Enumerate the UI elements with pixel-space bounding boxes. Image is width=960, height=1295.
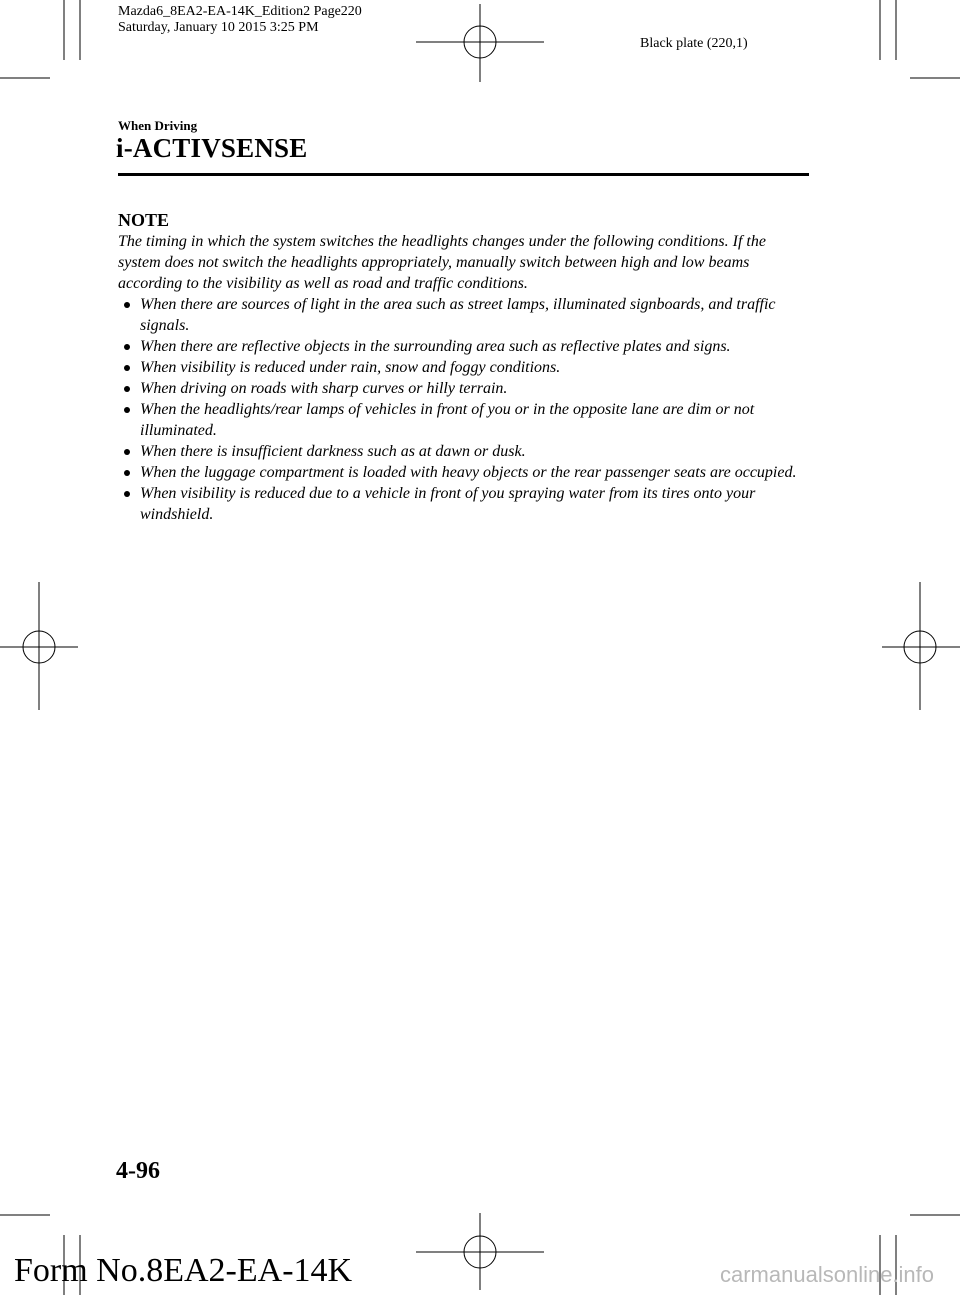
bullet-icon xyxy=(124,470,130,476)
note-intro: The timing in which the system switches the headlights changes under the following conditions. If the system does not switch the headlights appropriately, manually switch between high and low beams according to the visibility as well as road and traffic conditions. xyxy=(118,233,766,292)
page-title: i-ACTIVSENSE xyxy=(116,133,308,163)
note-list xyxy=(118,294,808,525)
bullet-icon xyxy=(124,386,130,392)
list-item: When visibility is reduced due to a vehicle in front of you spraying water from its tires onto your windshield. xyxy=(118,483,808,525)
list-item: When the luggage compartment is loaded with heavy objects or the rear passenger seats are occupied. xyxy=(118,462,808,483)
watermark: carmanualsonline.info xyxy=(720,1262,935,1287)
list-item: When there are reflective objects in the surrounding area such as reflective plates and signs. xyxy=(118,336,808,357)
list-item: When there is insufficient darkness such as at dawn or dusk. xyxy=(118,441,808,462)
list-item: When there are sources of light in the area such as street lamps, illuminated signboards, and traffic signals. xyxy=(118,294,808,336)
print-doc-id: Mazda6_8EA2-EA-14K_Edition2 Page220 xyxy=(118,4,362,19)
section-label: When Driving xyxy=(118,118,198,133)
bullet-icon xyxy=(124,365,130,371)
list-item: When the headlights/rear lamps of vehicles in front of you or in the opposite lane are dim or not illuminated. xyxy=(118,399,808,441)
note-box xyxy=(118,210,808,525)
bullet-icon xyxy=(124,407,130,413)
bullet-icon xyxy=(124,302,130,308)
bullet-icon xyxy=(124,344,130,350)
print-timestamp: Saturday, January 10 2015 3:25 PM xyxy=(118,20,319,35)
bullet-icon xyxy=(124,449,130,455)
list-item: When driving on roads with sharp curves or hilly terrain. xyxy=(118,378,808,399)
bullet-icon xyxy=(124,491,130,497)
plate-label: Black plate (220,1) xyxy=(640,36,748,51)
note-heading: NOTE xyxy=(118,210,170,230)
list-item: When visibility is reduced under rain, snow and foggy conditions. xyxy=(118,357,808,378)
page-number: 4-96 xyxy=(116,1158,160,1184)
form-number: Form No.8EA2-EA-14K xyxy=(14,1252,353,1289)
note-body xyxy=(118,231,808,525)
title-rule xyxy=(118,173,809,176)
